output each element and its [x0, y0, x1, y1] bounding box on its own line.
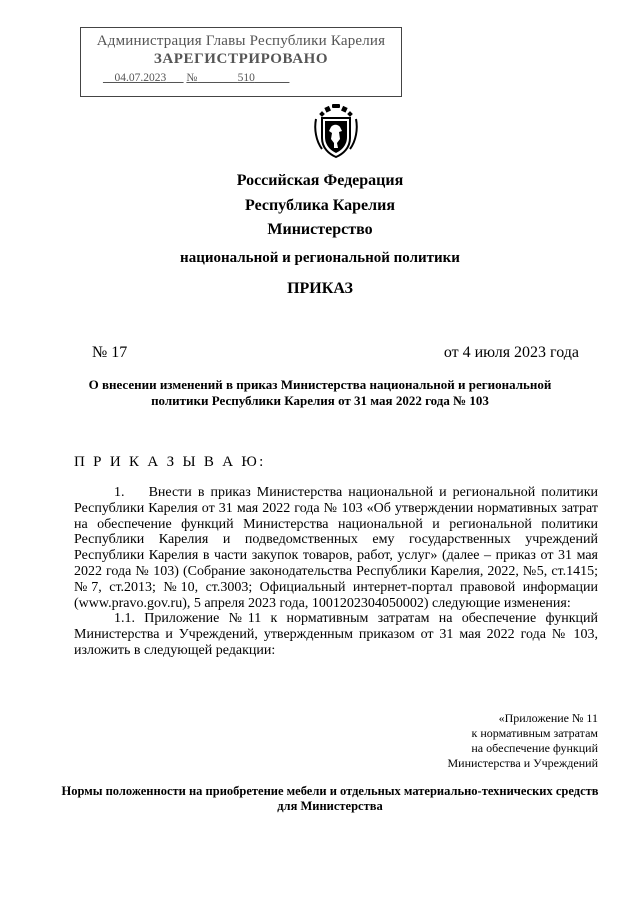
- document-date: от 4 июля 2023 года: [443, 344, 579, 361]
- header-republic: Республика Карелия: [245, 197, 395, 214]
- paragraph-1: 1. Внести в приказ Министерства национальной и региональной политики Республики Карелия от 31 мая 2022 года № 103 «Об утверждении нормативных затрат на обеспечение функций Министерства национальной и региональной политики Республики Карелия и подведомственных ему государственных учреждений Республики Карелия в части закупок товаров, работ, услуг» (далее – приказ от 31 мая 2022 года № 103) (Собрание законодательства Республики Карелия, 2022, №5, ст.1415; №7, ст.2013; №10, ст.3003; Официальный интернет-портал правовой информации (www.pravo.gov.ru), 5 апреля 2023 года, 1001202304050002) следующие изменения:: [74, 485, 598, 611]
- header-ministry-name: национальной и региональной политики: [180, 250, 460, 266]
- paragraph-1-1: 1.1. Приложение №11 к нормативным затратам на обеспечение функций Министерства и Учреждений, утвержденным приказом от 31 мая 2022 года № 103, изложить в следующей редакции:: [74, 611, 598, 658]
- appendix-line: Министерства и Учреждений: [447, 756, 598, 770]
- karelia-coat-of-arms-icon: [313, 103, 359, 159]
- stamp-authority: Администрация Главы Республики Карелия: [96, 33, 386, 49]
- norms-title: Нормы положенности на приобретение мебели и отдельных материально-технических средств для Министерства: [61, 784, 599, 813]
- header-country: Российская Федерация: [236, 172, 404, 189]
- appendix-line: «Приложение № 11: [498, 711, 598, 725]
- stamp-date-number: __04.07.2023___ №_______510______: [103, 72, 290, 84]
- document-body: [74, 485, 598, 659]
- stamp-number: 510: [237, 72, 255, 84]
- document-number: № 17: [92, 344, 128, 361]
- stamp-no-label: №: [186, 72, 198, 84]
- document-subject: О внесении изменений в приказ Министерства национальной и региональной политики Республики Карелия от 31 мая 2022 года № 103: [88, 377, 552, 408]
- header-ministry: Министерство: [267, 221, 373, 238]
- appendix-reference: [447, 711, 598, 771]
- registration-stamp: [80, 27, 402, 97]
- appendix-line: к нормативным затратам: [471, 726, 598, 740]
- order-word: П Р И К А З Ы В А Ю:: [74, 454, 266, 470]
- appendix-line: на обеспечение функций: [471, 741, 598, 755]
- document-type: ПРИКАЗ: [287, 280, 353, 297]
- stamp-date: 04.07.2023: [114, 72, 167, 84]
- stamp-registered: ЗАРЕГИСТРИРОВАНО: [153, 51, 329, 67]
